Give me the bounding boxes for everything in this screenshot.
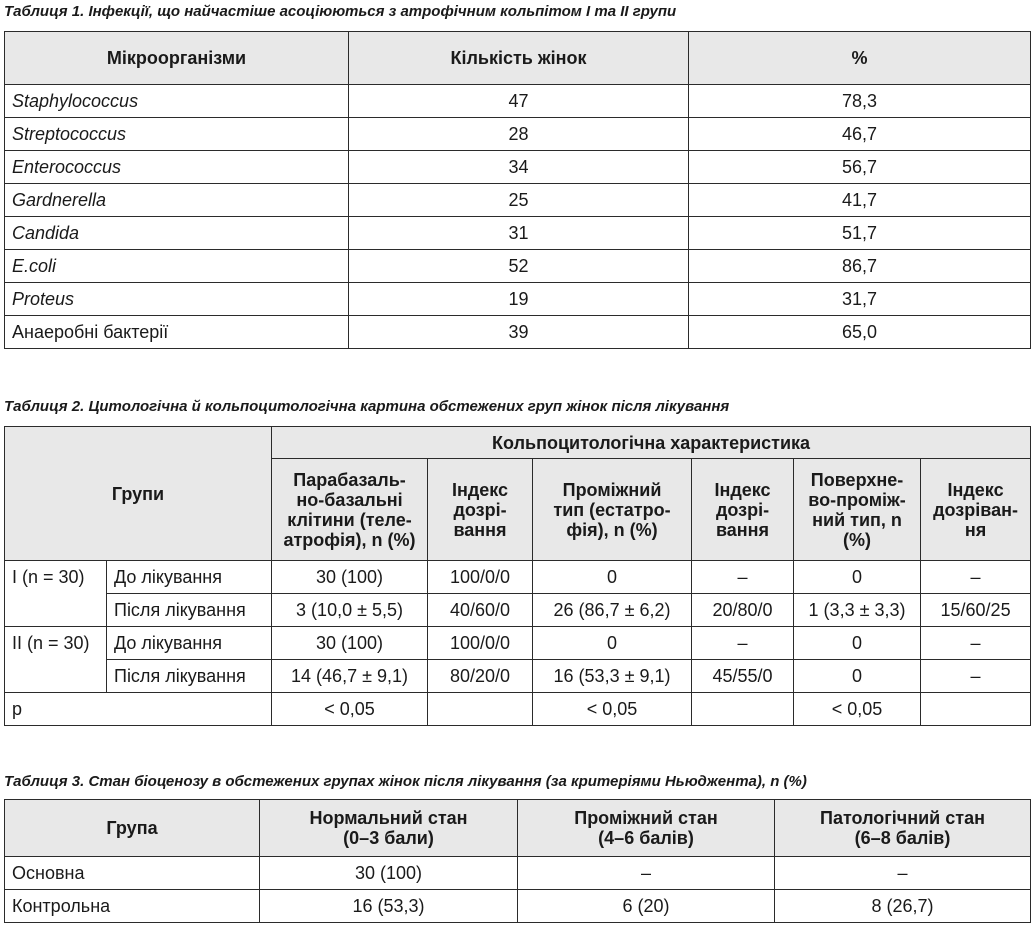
microorganism-name: Streptococcus xyxy=(5,118,349,151)
superficial-value: 0 xyxy=(794,660,921,693)
parabasal-value: 14 (46,7 ± 9,1) xyxy=(272,660,428,693)
women-count: 34 xyxy=(349,151,689,184)
treatment-stage: Після лікування xyxy=(107,660,272,693)
percent-value: 56,7 xyxy=(689,151,1031,184)
maturation-index-value: – xyxy=(692,561,794,594)
maturation-index-value: 45/55/0 xyxy=(692,660,794,693)
table-row xyxy=(5,316,1031,349)
microorganism-name: Анаеробні бактерії xyxy=(5,316,349,349)
percent-value: 78,3 xyxy=(689,85,1031,118)
table-row xyxy=(5,85,1031,118)
table2 xyxy=(4,426,1031,726)
treatment-stage: Після лікування xyxy=(107,594,272,627)
table-row xyxy=(5,857,1031,890)
table-row xyxy=(5,184,1031,217)
microorganism-name: Proteus xyxy=(5,283,349,316)
table1 xyxy=(4,31,1031,349)
group-label: І (n = 30) xyxy=(5,561,107,627)
table2-header-parabasal: Парабазаль- но-базальні клітини (теле- атрофія), n (%) xyxy=(272,459,428,561)
table2-header-intermediate: Проміжний тип (естатро- фія), n (%) xyxy=(533,459,692,561)
table2-header-groups: Групи xyxy=(5,427,272,561)
p-value: < 0,05 xyxy=(272,693,428,726)
women-count: 52 xyxy=(349,250,689,283)
women-count: 31 xyxy=(349,217,689,250)
table-row xyxy=(5,217,1031,250)
superficial-value: 1 (3,3 ± 3,3) xyxy=(794,594,921,627)
table2-caption: Таблиця 2. Цитологічна й кольпоцитологічна картина обстежених груп жінок після лікування xyxy=(4,398,730,415)
table3-caption: Таблиця 3. Стан біоценозу в обстежених групах жінок після лікування (за критеріями Ньюджента), n (%) xyxy=(4,773,807,790)
p-value xyxy=(692,693,794,726)
table-row xyxy=(5,890,1031,923)
table-row xyxy=(5,151,1031,184)
table-row xyxy=(5,561,1031,594)
p-value xyxy=(428,693,533,726)
table2-header-superficial: Поверхне- во-проміж- ний тип, n (%) xyxy=(794,459,921,561)
women-count: 28 xyxy=(349,118,689,151)
microorganism-name: E.coli xyxy=(5,250,349,283)
microorganism-name: Gardnerella xyxy=(5,184,349,217)
maturation-index-value: – xyxy=(692,627,794,660)
intermediate-value: 0 xyxy=(533,627,692,660)
women-count: 25 xyxy=(349,184,689,217)
intermediate-value: 26 (86,7 ± 6,2) xyxy=(533,594,692,627)
maturation-index-value: 20/80/0 xyxy=(692,594,794,627)
maturation-index-value: – xyxy=(921,561,1031,594)
group-name: Основна xyxy=(5,857,260,890)
intermediate-state-value: – xyxy=(518,857,775,890)
pathological-state-value: 8 (26,7) xyxy=(775,890,1031,923)
maturation-index-value: 100/0/0 xyxy=(428,561,533,594)
intermediate-state-value: 6 (20) xyxy=(518,890,775,923)
p-value xyxy=(921,693,1031,726)
table1-header-microorganisms: Мікроорганізми xyxy=(5,32,349,85)
group-name: Контрольна xyxy=(5,890,260,923)
table-row xyxy=(5,594,1031,627)
table2-header-colpocytology: Кольпоцитологічна характеристика xyxy=(272,427,1031,459)
maturation-index-value: 15/60/25 xyxy=(921,594,1031,627)
parabasal-value: 3 (10,0 ± 5,5) xyxy=(272,594,428,627)
normal-state-value: 30 (100) xyxy=(260,857,518,890)
p-value: < 0,05 xyxy=(794,693,921,726)
table1-header-count: Кількість жінок xyxy=(349,32,689,85)
p-value-label: p xyxy=(5,693,272,726)
microorganism-name: Candida xyxy=(5,217,349,250)
table3-header-normal: Нормальний стан (0–3 бали) xyxy=(260,800,518,857)
table3 xyxy=(4,799,1031,923)
percent-value: 46,7 xyxy=(689,118,1031,151)
table-row xyxy=(5,250,1031,283)
parabasal-value: 30 (100) xyxy=(272,627,428,660)
maturation-index-value: 40/60/0 xyxy=(428,594,533,627)
microorganism-name: Staphylococcus xyxy=(5,85,349,118)
table2-header-maturation-index-2: Індекс дозрі- вання xyxy=(692,459,794,561)
intermediate-value: 16 (53,3 ± 9,1) xyxy=(533,660,692,693)
women-count: 39 xyxy=(349,316,689,349)
normal-state-value: 16 (53,3) xyxy=(260,890,518,923)
maturation-index-value: – xyxy=(921,627,1031,660)
table3-header-group: Група xyxy=(5,800,260,857)
women-count: 47 xyxy=(349,85,689,118)
superficial-value: 0 xyxy=(794,561,921,594)
percent-value: 41,7 xyxy=(689,184,1031,217)
pathological-state-value: – xyxy=(775,857,1031,890)
table2-header-maturation-index-1: Індекс дозрі- вання xyxy=(428,459,533,561)
intermediate-value: 0 xyxy=(533,561,692,594)
table-row xyxy=(5,118,1031,151)
table-row xyxy=(5,660,1031,693)
percent-value: 51,7 xyxy=(689,217,1031,250)
percent-value: 65,0 xyxy=(689,316,1031,349)
table-row xyxy=(5,627,1031,660)
treatment-stage: До лікування xyxy=(107,627,272,660)
table1-caption: Таблиця 1. Інфекції, що найчастіше асоціюються з атрофічним кольпітом І та ІІ групи xyxy=(4,3,677,20)
maturation-index-value: – xyxy=(921,660,1031,693)
superficial-value: 0 xyxy=(794,627,921,660)
percent-value: 86,7 xyxy=(689,250,1031,283)
microorganism-name: Enterococcus xyxy=(5,151,349,184)
table-row xyxy=(5,283,1031,316)
table3-header-pathological: Патологічний стан (6–8 балів) xyxy=(775,800,1031,857)
treatment-stage: До лікування xyxy=(107,561,272,594)
table1-header-percent: % xyxy=(689,32,1031,85)
parabasal-value: 30 (100) xyxy=(272,561,428,594)
maturation-index-value: 80/20/0 xyxy=(428,660,533,693)
maturation-index-value: 100/0/0 xyxy=(428,627,533,660)
table3-header-intermediate: Проміжний стан (4–6 балів) xyxy=(518,800,775,857)
table2-header-maturation-index-3: Індекс дозріван- ня xyxy=(921,459,1031,561)
percent-value: 31,7 xyxy=(689,283,1031,316)
p-value-row xyxy=(5,693,1031,726)
women-count: 19 xyxy=(349,283,689,316)
p-value: < 0,05 xyxy=(533,693,692,726)
group-label: ІІ (n = 30) xyxy=(5,627,107,693)
